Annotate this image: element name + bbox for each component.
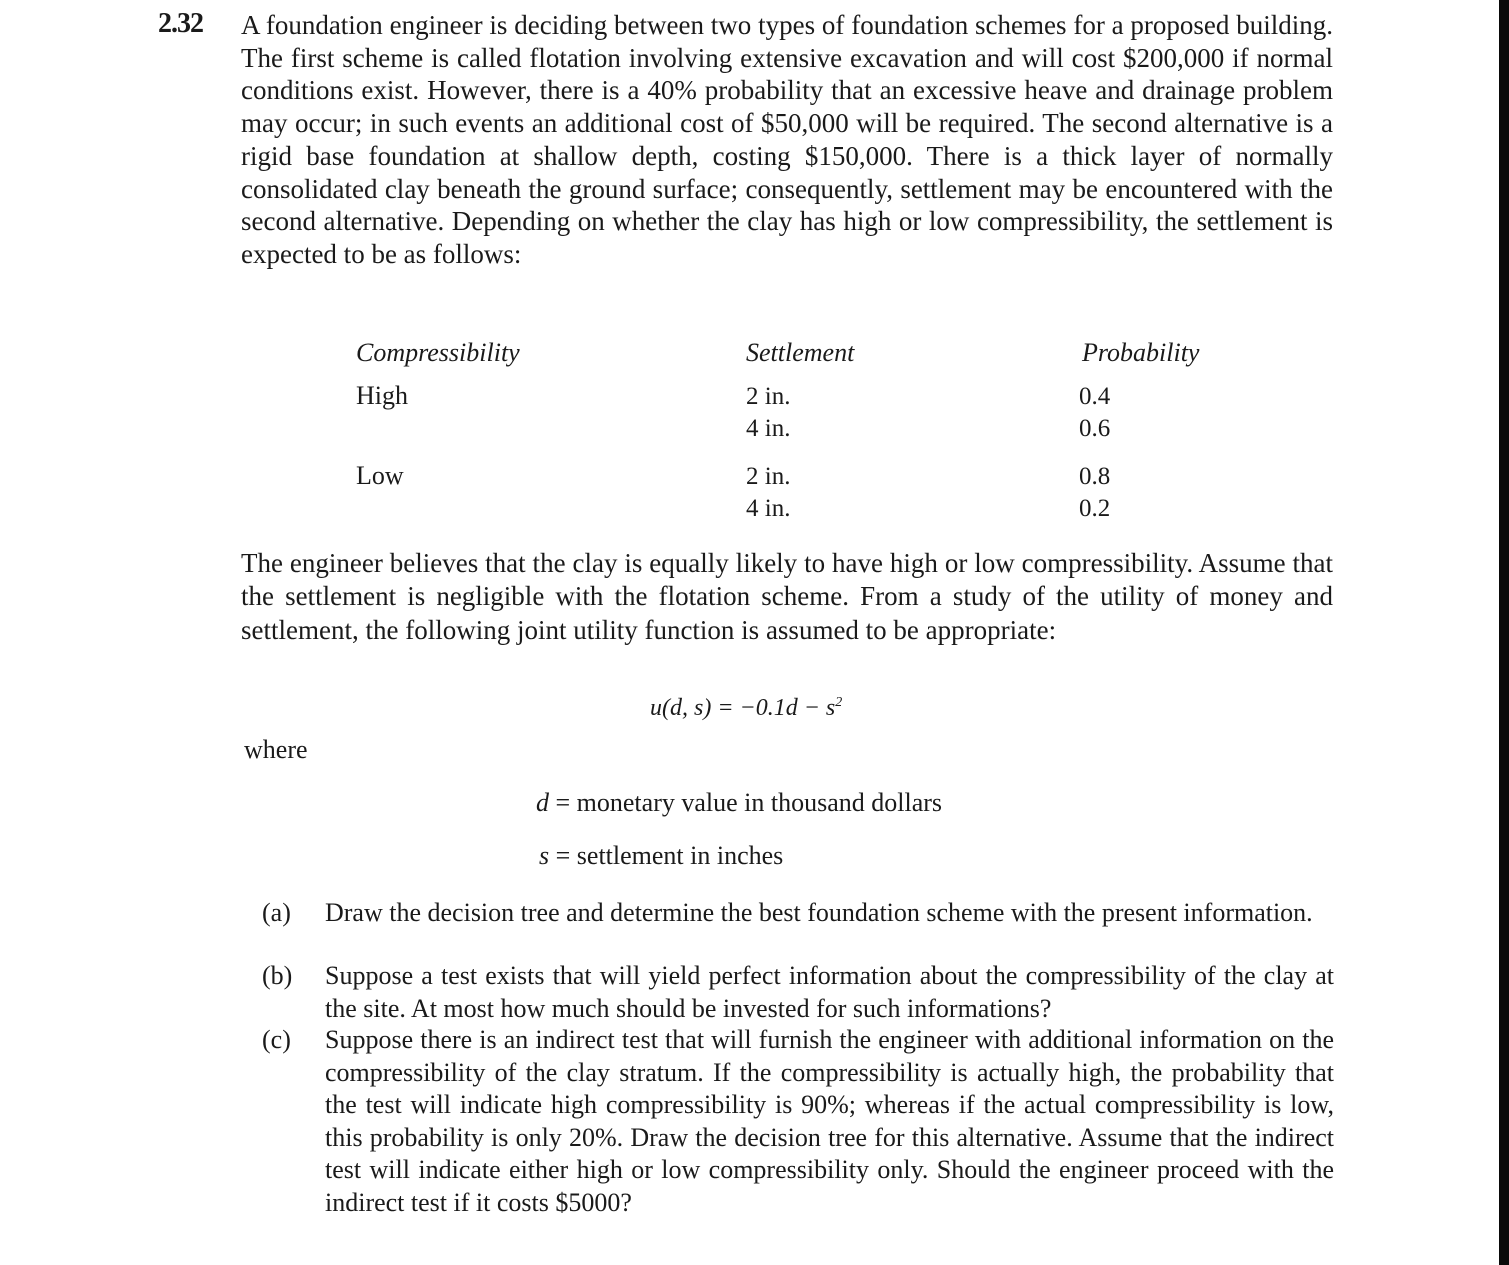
sub-question-text: Suppose a test exists that will yield perfect information about the compressibility of the clay at the site. At most how much should be invested for such informations? (325, 961, 1334, 1023)
equation-exponent: 2 (835, 695, 843, 710)
sub-question-marker: (b) (262, 961, 293, 990)
equation-body: u(d, s) = −0.1d − s (650, 695, 836, 721)
table-cell: 4 in. (746, 495, 791, 522)
sub-question-a (262, 897, 1334, 930)
table-cell: 2 in. (746, 463, 791, 490)
page-edge-shadow (1499, 0, 1509, 1265)
definition-symbol: s (539, 841, 550, 870)
problem-statement: A foundation engineer is deciding between two types of foundation schemes for a proposed building. The first scheme is called flotation involving extensive excavation and will cost $200,000 if normal conditions exist. However, there is a 40% probability that an excessive heave and drainage problem may occur; in such events an additional cost of $50,000 will be required. The second alternative is a rigid base foundation at shallow depth, costing $150,000. There is a thick layer of normally consolidated clay beneath the ground surface; consequently, settlement may be encountered with the second alternative. Depending on whether the clay has high or low compressibility, the settlement is expected to be as follows: (241, 10, 1333, 269)
definition-d (536, 788, 942, 818)
table-cell: 0.8 (1079, 463, 1111, 490)
definition-text: = monetary value in thousand dollars (549, 788, 943, 817)
sub-question-marker: (c) (262, 1025, 291, 1054)
definition-text: = settlement in inches (549, 841, 784, 870)
problem-number: 2.32 (158, 8, 203, 39)
sub-question-text: Suppose there is an indirect test that will furnish the engineer with additional information on the compressibility of the clay stratum. If the compressibility is actually high, the probability that the test will indicate high compressibility is 90%; whereas if the actual compressibility is low, this probability is only 20%. Draw the decision tree for this alternative. Assume that the indirect test will indicate either high or low compressibility only. Should the engineer proceed with the indirect test if it costs $5000? (325, 1025, 1334, 1217)
table-cell: 4 in. (746, 415, 791, 442)
table-cell-settlement-high (746, 381, 790, 445)
sub-question-b (262, 960, 1334, 1025)
table-header-settlement: Settlement (746, 338, 855, 367)
sub-question-text: Draw the decision tree and determine the best foundation scheme with the present information. (325, 898, 1313, 927)
table-cell-compressibility-high: High (356, 381, 408, 410)
table-header-compressibility: Compressibility (356, 338, 520, 367)
table-header-probability: Probability (1082, 338, 1200, 367)
table-cell-probability-low (1079, 461, 1110, 525)
table-cell-settlement-low (746, 461, 790, 525)
table-cell-probability-high (1079, 381, 1110, 445)
table-cell: 2 in. (746, 383, 791, 410)
table-cell: 0.6 (1079, 415, 1111, 442)
sub-question-marker: (a) (262, 898, 291, 927)
definition-s (539, 841, 783, 871)
belief-paragraph: The engineer believes that the clay is equally likely to have high or low compressibility. Assume that the settlement is negligible with the flotation scheme. From a study of the utility of money and settlement, the following joint utility function is assumed to be appropriate: (241, 548, 1333, 645)
sub-question-c (262, 1024, 1334, 1219)
definition-symbol: d (536, 788, 549, 817)
table-cell: 0.2 (1079, 495, 1111, 522)
table-cell: 0.4 (1079, 383, 1111, 410)
where-label: where (244, 735, 308, 764)
table-cell-compressibility-low: Low (356, 461, 404, 490)
utility-equation (650, 695, 842, 722)
